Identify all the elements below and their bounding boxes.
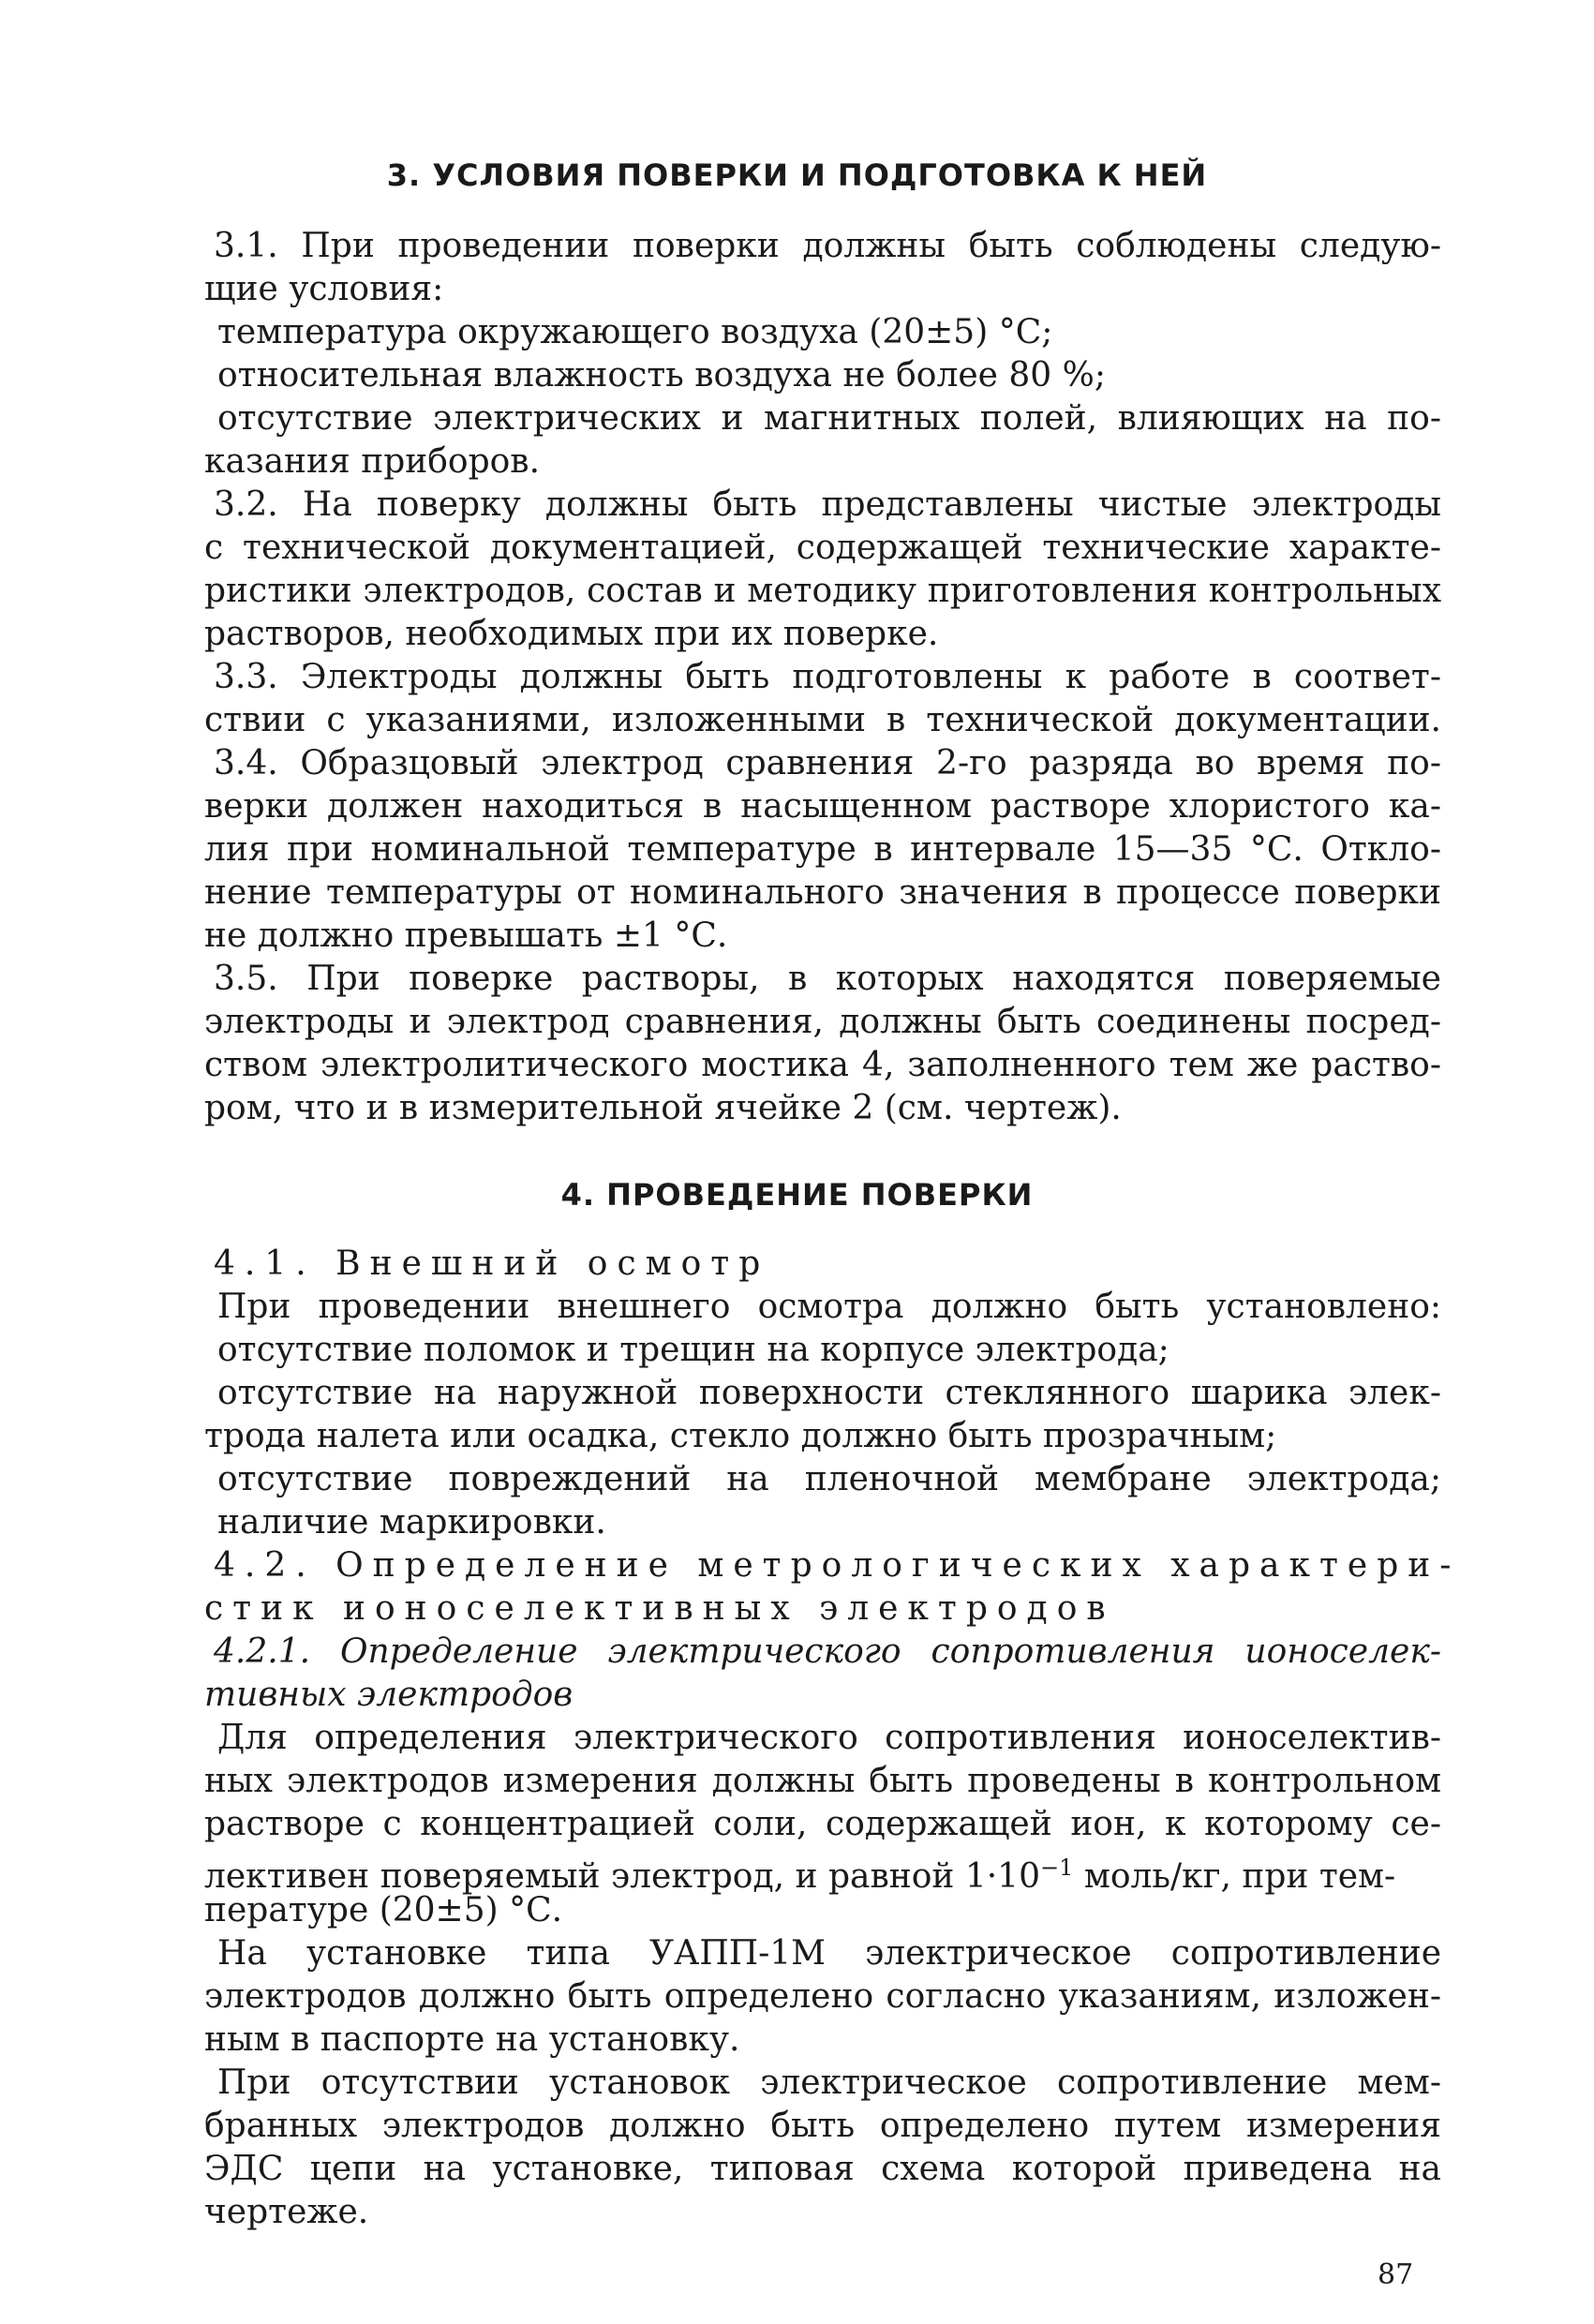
text-line: При отсутствии установок электрическое сопротивление мем- [217,2063,1441,2102]
text-line: относительная влажность воздуха не более 80 %; [217,356,1106,395]
text-line: не должно превышать ±1 °С. [204,916,728,955]
page-number: 87 [1378,2258,1414,2291]
text-line: ЭДС цепи на установке, типовая схема которой приведена на [204,2150,1441,2188]
text-fragment: моль/кг, при тем- [1073,1857,1396,1896]
subsection-title: стик ионоселективных электродов [204,1589,1115,1628]
text-line: 3.3. Электроды должны быть подготовлены к работе в соответ- [214,658,1441,696]
text-line: отсутствие поломок и трещин на корпусе электрода; [217,1331,1169,1369]
text-line: При проведении внешнего осмотра должно быть установлено: [217,1288,1441,1326]
superscript: −1 [1039,1855,1074,1881]
text-line: казания приборов. [204,442,541,481]
text-line: 3.5. При поверке растворы, в которых находятся поверяемые [214,960,1441,998]
text-line: нение температуры от номинального значения в процессе поверки [204,873,1441,912]
text-line: 3.2. На поверку должны быть представлены чистые электроды [214,485,1441,524]
text-line: щие условия: [204,270,444,308]
text-line: ристики электродов, состав и методику приготовления контрольных [204,572,1441,610]
section-3-heading: 3. УСЛОВИЯ ПОВЕРКИ И ПОДГОТОВКА К НЕЙ [386,157,1208,193]
text-line: температура окружающего воздуха (20±5) °С; [217,313,1053,351]
text-line: электродов должно быть определено согласно указаниям, изложен- [204,1977,1441,2016]
text-line: электроды и электрод сравнения, должны быть соединены посред- [204,1003,1441,1041]
text-line: На установке типа УАПП-1М электрическое сопротивление [217,1934,1441,1973]
text-line: ных электродов измерения должны быть проведены в контрольном [204,1762,1441,1800]
text-line: растворе с концентрацией соли, содержащей ион, к которому се- [204,1805,1441,1843]
text-line: отсутствие электрических и магнитных полей, влияющих на по- [217,399,1441,438]
text-line: с технической документацией, содержащей технические характе- [204,529,1441,567]
text-line: 3.1. При проведении поверки должны быть соблюдены следую- [214,227,1441,265]
text-line: ным в паспорте на установку. [204,2020,740,2059]
text-line: лия при номинальной температуре в интервале 15—35 °С. Откло- [204,830,1441,869]
text-line: отсутствие повреждений на пленочной мембране электрода; [217,1460,1441,1498]
text-line: наличие маркировки. [217,1503,606,1542]
text-line: бранных электродов должно быть определено путем измерения [204,2107,1441,2145]
text-line: ром, что и в измерительной ячейке 2 (см. чертеж). [204,1089,1122,1127]
text-line: верки должен находиться в насыщенном растворе хлористого ка- [204,787,1441,826]
text-line: ствии с указаниями, изложенными в технической документации. [204,701,1441,739]
section-4-heading: 4. ПРОВЕДЕНИЕ ПОВЕРКИ [560,1177,1034,1213]
subsection-title: 4.1. Внешний осмотр [214,1244,770,1283]
text-fragment: лективен поверяемый электрод, и равной 1·10 [204,1857,1040,1896]
subsection-title: 4.2.1. Определение электрического сопротивления ионоселек- [214,1632,1441,1671]
subsection-title: тивных электродов [204,1676,574,1714]
text-line: Для определения электрического сопротивления ионоселектив- [217,1719,1441,1757]
text-line: трода налета или осадка, стекло должно быть прозрачным; [204,1417,1277,1455]
text-line: чертеже. [204,2193,369,2231]
subsection-title: 4.2. Определение метрологических характери- [214,1546,1461,1585]
text-line: пературе (20±5) °С. [204,1891,563,1929]
text-line: растворов, необходимых при их поверке. [204,615,939,653]
text-line: 3.4. Образцовый электрод сравнения 2-го разряда во время по- [214,744,1441,782]
text-line: ством электролитического мостика 4, заполненного тем же раство- [204,1046,1441,1084]
text-line: отсутствие на наружной поверхности стеклянного шарика элек- [217,1374,1441,1412]
